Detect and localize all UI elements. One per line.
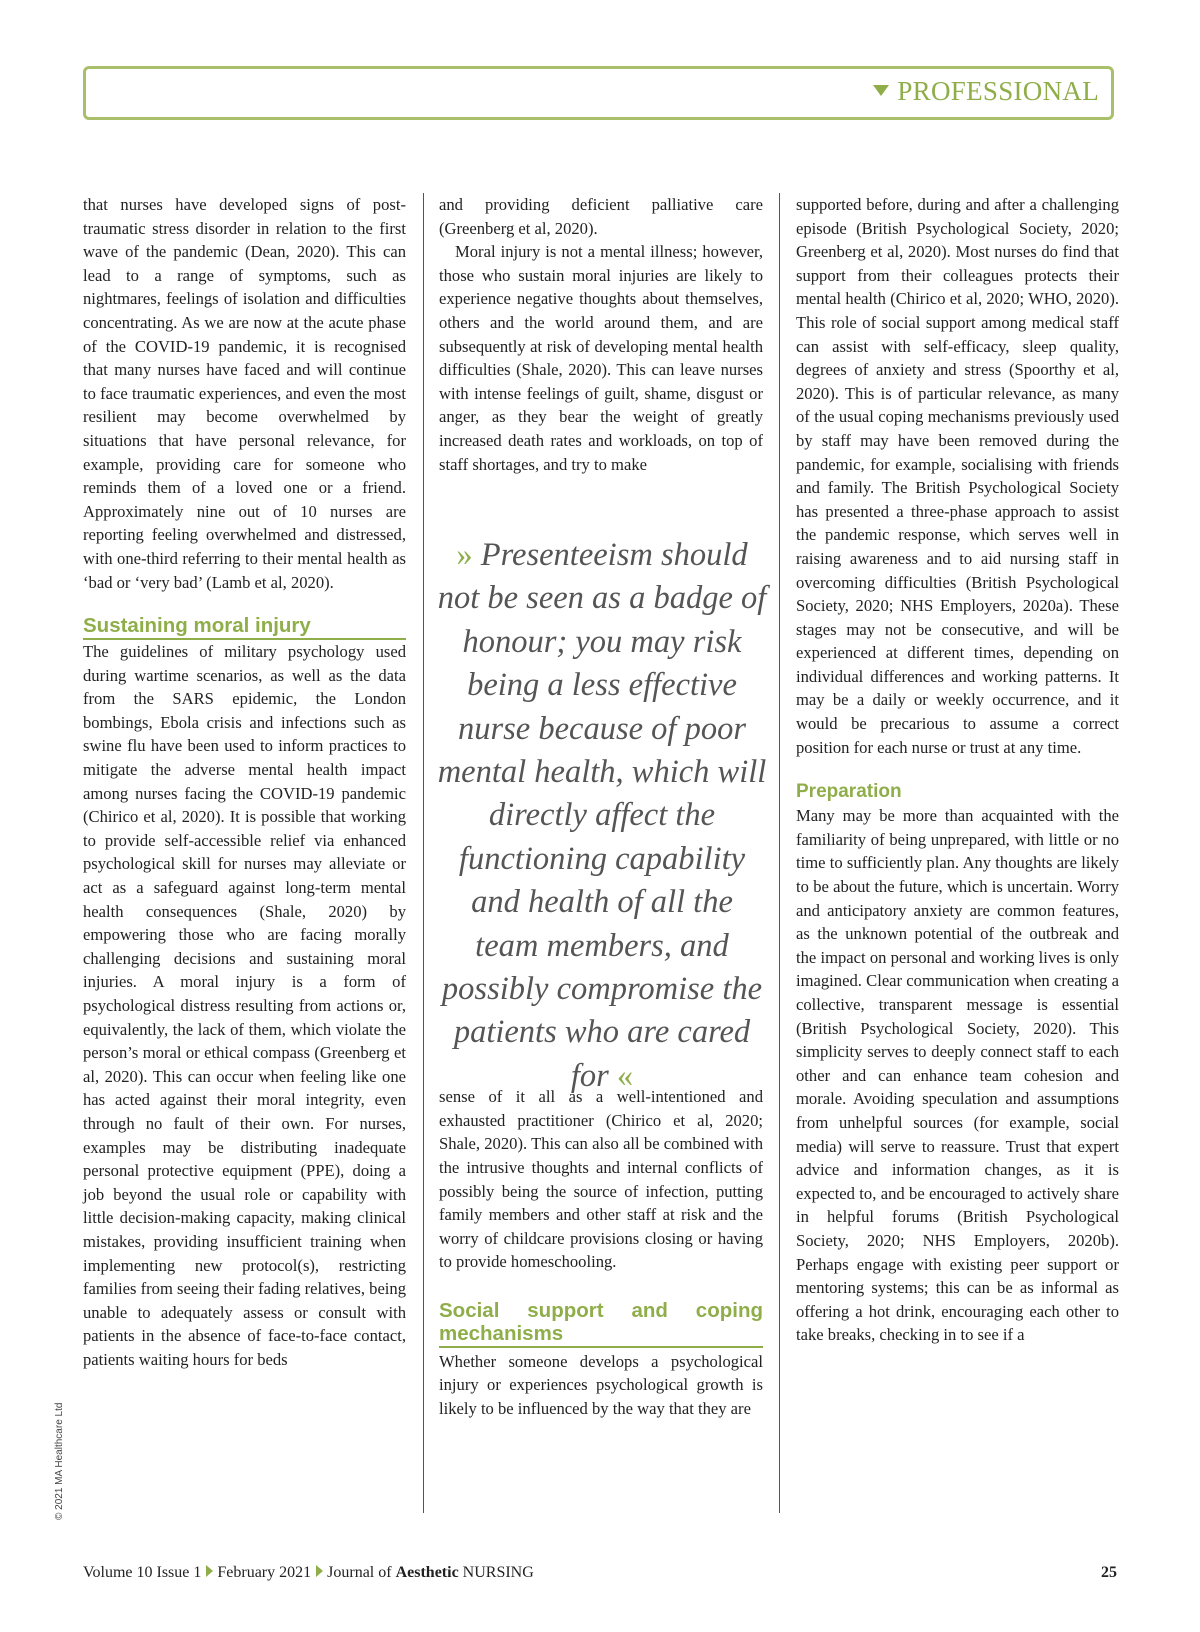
footer-journal-prefix: Journal of — [327, 1564, 392, 1581]
column-divider — [423, 193, 424, 1513]
column-1 — [83, 193, 406, 1372]
body-paragraph: supported before, during and after a challenging episode (British Psychological Society, 2020; Greenberg et al, 2020). Most nurses do find that support from their colleagues protects their mental health (Chirico et al, 2020; WHO, 2020). This role of social support among medical staff can assist with self-efficacy, sleep quality, degrees of anxiety and stress (Spoorthy et al, 2020). This is of particular relevance, as many of the usual coping mechanisms previously used by staff may have been removed during the pandemic, for example, socialising with friends and family. The British Psychological Society has presented a three-phase approach to assist the pandemic response, which serves well in raising awareness and to aid nursing staff in overcoming difficulties (British Psychological Society, 2020; NHS Employers, 2020a). These stages may not be consecutive, and will be experienced at different times, depending on individual differences and working patterns. It may be a daily or weekly occurrence, and it would be precarious to assume a correct position for each nurse or trust at any time. — [796, 195, 1119, 757]
body-paragraph: sense of it all as a well-intentioned and exhausted practitioner (Chirico et al, 2020; Shale, 2020). This can also all be combined with the intrusive thoughts and internal conflicts of possibly being the source of infection, putting family members and other staff at risk and the worry of childcare provisions closing or having to provide homeschooling. — [439, 1087, 763, 1272]
body-paragraph: that nurses have developed signs of post-traumatic stress disorder in relation to the first wave of the pandemic (Dean, 2020). This can lead to a range of symptoms, such as nightmares, feelings of isolation and difficulties concentrating. As we are now at the acute phase of the COVID-19 pandemic, it is recognised that many nurses have faced and will continue to face traumatic experiences, and even the most resilient may become overwhelmed by situations that have personal relevance, for example, providing care for someone who reminds them of a loved one or a friend. Approximately nine out of 10 nurses are reporting feeling overwhelmed and distressed, with one-third referring to their mental health as ‘bad or ‘very bad’ (Lamb et al, 2020). — [83, 195, 406, 592]
footer — [83, 1564, 534, 1582]
column-divider — [779, 193, 780, 1513]
body-paragraph: Whether someone develops a psychological injury or experiences psychological growth is likely to be influenced by the way that they are — [439, 1351, 763, 1419]
column-3 — [796, 193, 1119, 1347]
body-paragraph: Moral injury is not a mental illness; however, those who sustain moral injuries are likely to experience negative thoughts about themselves, others and the world around them, and are subsequently at risk of developing mental health difficulties (Shale, 2020). This can leave nurses with intense feelings of guilt, shame, disgust or anger, as they bear the weight of greatly increased death rates and workloads, on top of staff shortages, and try to make — [439, 242, 763, 474]
pull-quote — [437, 534, 767, 1098]
quote-close-mark: « — [616, 1057, 634, 1094]
page-number: 25 — [1101, 1564, 1117, 1581]
triangle-right-icon — [316, 1565, 323, 1577]
pull-quote-text: Presenteeism should not be seen as a badge of honour; you may risk being a less effective nurse because of poor mental health, which will directly affect the functioning capability and health of all the team members, and possibly compromise the patients who are cared for — [437, 537, 767, 1094]
footer-journal-suffix: NURSING — [462, 1564, 534, 1581]
footer-journal-bold: Aesthetic — [395, 1564, 459, 1581]
triangle-down-icon — [873, 85, 889, 96]
triangle-right-icon — [206, 1565, 213, 1577]
section-label: PROFESSIONAL — [897, 76, 1099, 106]
section-heading: Preparation — [796, 781, 902, 803]
body-paragraph: and providing deficient palliative care (Greenberg et al, 2020). — [439, 195, 763, 238]
section-heading: Sustaining moral injury — [83, 614, 406, 640]
body-paragraph: Many may be more than acquainted with the familiarity of being unprepared, with little or no time to sufficiently plan. Any thoughts are likely to be about the future, which is uncertain. Worry and anticipatory anxiety are common features, as the unknown potential of the outbreak and the impact on personal and working lives is only imagined. Clear communication when creating a collective, transparent message is essential (British Psychological Society, 2020). This simplicity serves to deeply connect staff to each other and can enhance team cohesion and morale. Avoiding speculation and assumptions from unhelpful sources (for example, social media) will serve to reassure. Trust that expert advice and information changes, as it is expected to, and be encouraged to actively share in helpful forums (British Psychological Society, 2020; NHS Employers, 2020b). Perhaps engage with existing peer support or mentoring systems; this can be as informal as offering a hot drink, encouraging each other to take breaks, checking in to see if a — [796, 806, 1119, 1345]
footer-volume: Volume 10 Issue 1 — [83, 1564, 202, 1581]
footer-date: February 2021 — [217, 1564, 312, 1581]
section-heading: Social support and coping mechanisms — [439, 1299, 763, 1348]
header-box — [83, 66, 1114, 120]
copyright-notice: © 2021 MA Healthcare Ltd — [54, 1402, 65, 1520]
section-tag — [873, 76, 1099, 107]
body-paragraph: The guidelines of military psychology used during wartime scenarios, as well as the data from the SARS epidemic, the London bombings, Ebola crisis and infections such as swine flu have been used to inform practices to mitigate the adverse mental health impact among nurses facing the COVID-19 pandemic (Chirico et al, 2020). It is possible that working to provide self-accessible relief via enhanced psychological skill for nurses may alleviate or act as a safeguard against long-term mental health consequences (Shale, 2020) by empowering those who are facing morally challenging decisions and sustaining moral injuries. A moral injury is a form of psychological distress resulting from actions or, equivalently, the lack of them, which violate the person’s moral or ethical compass (Greenberg et al, 2020). This can occur when feeling like one has acted against their moral integrity, even through no fault of their own. For nurses, examples may be distributing inadequate personal protective equipment (PPE), doing a job beyond the usual role or capability with little decision-making capacity, making clinical mistakes, providing insufficient training when implementing new protocol(s), restricting families from seeing their fading relatives, being unable to adequately assess or consult with patients in the absence of face-to-face contact, patients waiting hours for beds — [83, 642, 407, 1369]
quote-open-mark: » — [456, 537, 473, 573]
